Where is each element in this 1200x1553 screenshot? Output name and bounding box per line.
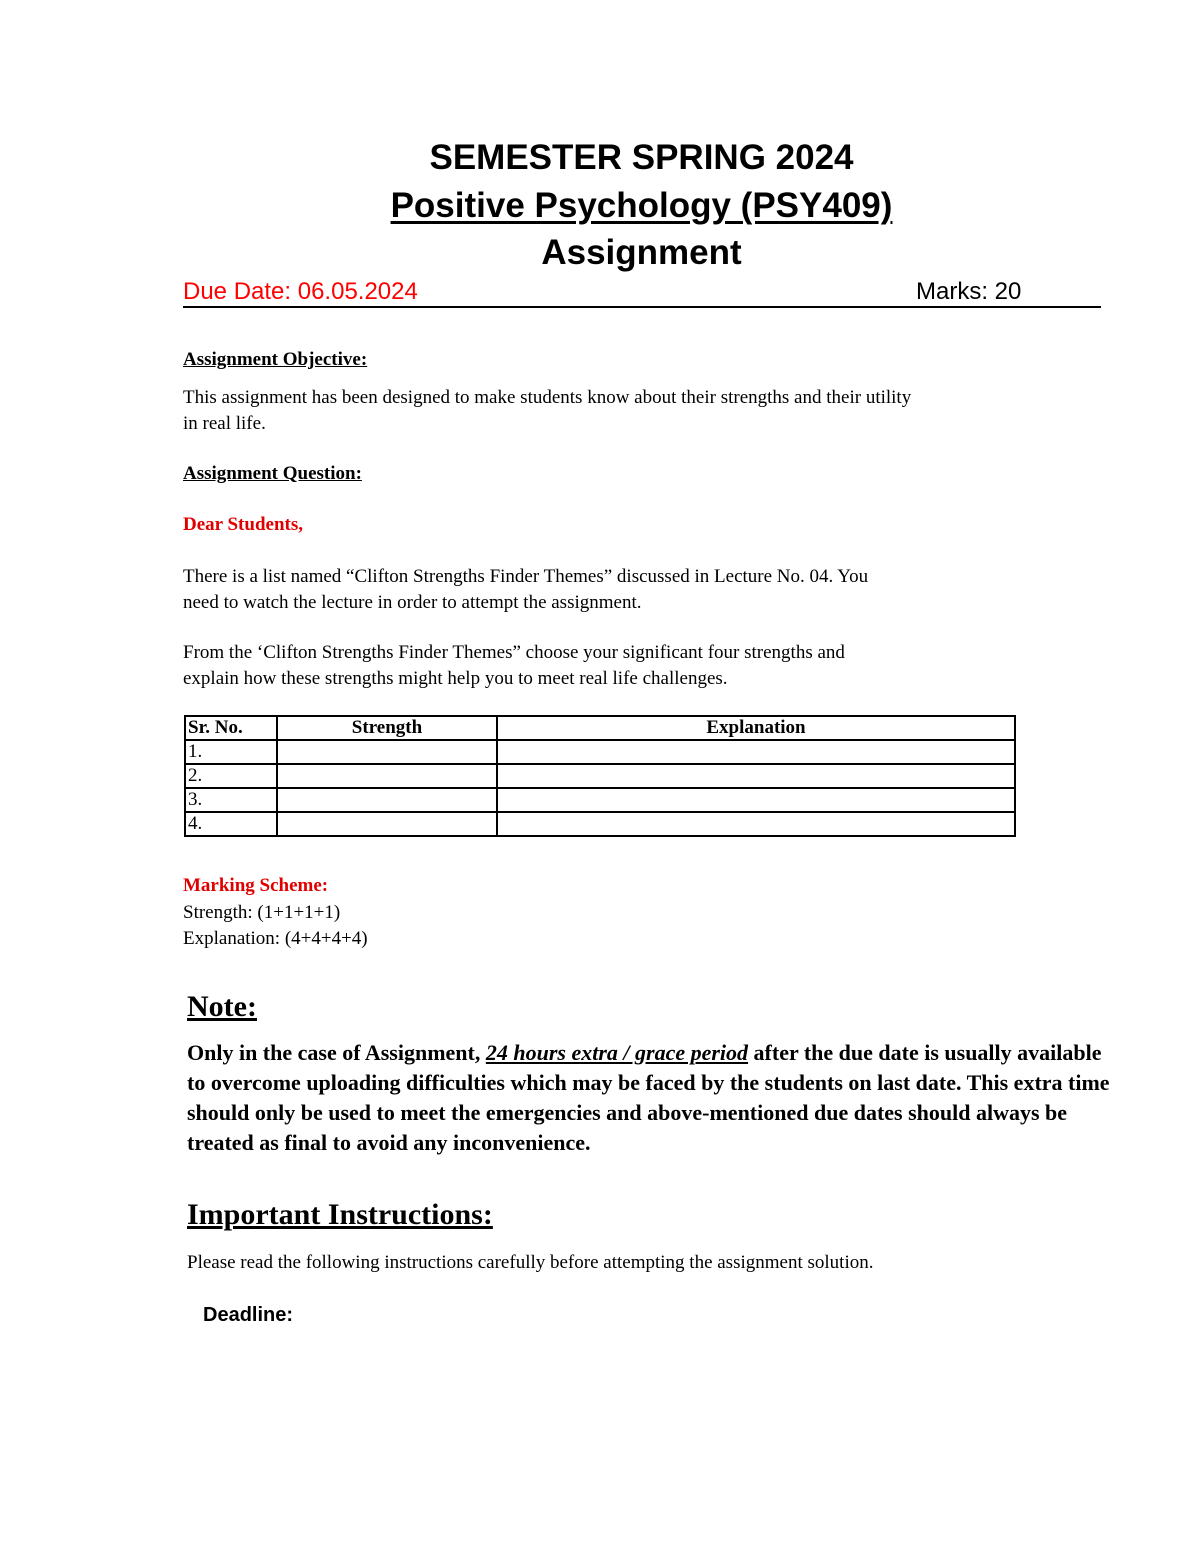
note-text-end: after the due date is usually available to overcome uploading difficulties which may be faced by the students on last date. This extra time should only be used to meet the emergencies and above-mentioned due dates should always be treated as final to avoid any inconvenience. (187, 1040, 1110, 1155)
question-paragraph-2 (183, 640, 845, 692)
objective-line-2: in real life. (183, 413, 266, 434)
strength-cell[interactable] (277, 788, 497, 812)
strength-cell[interactable] (277, 812, 497, 836)
table-row (185, 788, 1015, 812)
question-heading: Assignment Question: (183, 463, 362, 484)
question-paragraph-1 (183, 564, 868, 616)
explanation-cell[interactable] (497, 764, 1015, 788)
table-row (185, 740, 1015, 764)
question-p2-line-1: From the ‘Clifton Strengths Finder Themes” choose your significant four strengths and (183, 642, 845, 663)
marks: Marks: 20 (916, 278, 1022, 305)
note-text-start: Only in the case of Assignment, (187, 1040, 486, 1065)
instructions-intro: Please read the following instructions carefully before attempting the assignment solution. (187, 1252, 874, 1273)
table-header-row (185, 716, 1015, 740)
marking-heading: Marking Scheme: (183, 875, 329, 896)
strengths-table (184, 715, 1016, 837)
marking-explanation: Explanation: (4+4+4+4) (183, 928, 368, 949)
objective-line-1: This assignment has been designed to make students know about their strengths and their utility (183, 387, 912, 408)
strength-cell[interactable] (277, 740, 497, 764)
row-number: 4. (185, 812, 277, 836)
header-divider (183, 306, 1101, 308)
row-number: 2. (185, 764, 277, 788)
objective-heading: Assignment Objective: (183, 349, 368, 370)
greeting: Dear Students, (183, 514, 303, 535)
course-title-text: Positive Psychology (PSY409) (390, 186, 893, 225)
row-number: 3. (185, 788, 277, 812)
note-text (187, 1038, 1117, 1158)
header-sr-no: Sr. No. (185, 716, 277, 740)
due-date: Due Date: 06.05.2024 (183, 278, 418, 305)
marking-strength: Strength: (1+1+1+1) (183, 902, 341, 923)
deadline-heading: Deadline: (203, 1304, 294, 1326)
explanation-cell[interactable] (497, 812, 1015, 836)
header-explanation: Explanation (497, 716, 1015, 740)
instructions-title: Important Instructions: (187, 1198, 493, 1231)
strength-cell[interactable] (277, 764, 497, 788)
objective-text (183, 385, 911, 437)
question-p1-line-1: There is a list named “Clifton Strengths Finder Themes” discussed in Lecture No. 04. You (183, 566, 869, 587)
row-number: 1. (185, 740, 277, 764)
grace-period-emphasis: 24 hours extra / grace period (485, 1040, 749, 1065)
explanation-cell[interactable] (497, 740, 1015, 764)
header-strength: Strength (277, 716, 497, 740)
note-title: Note: (187, 990, 257, 1023)
table-row (185, 812, 1015, 836)
marking-scheme (183, 900, 368, 952)
explanation-cell[interactable] (497, 788, 1015, 812)
semester-title: SEMESTER SPRING 2024 (429, 138, 854, 177)
doc-type-title: Assignment (541, 233, 742, 272)
course-title (0, 186, 1200, 226)
question-p2-line-2: explain how these strengths might help you to meet real life challenges. (183, 668, 728, 689)
table-row (185, 764, 1015, 788)
question-p1-line-2: need to watch the lecture in order to attempt the assignment. (183, 592, 642, 613)
